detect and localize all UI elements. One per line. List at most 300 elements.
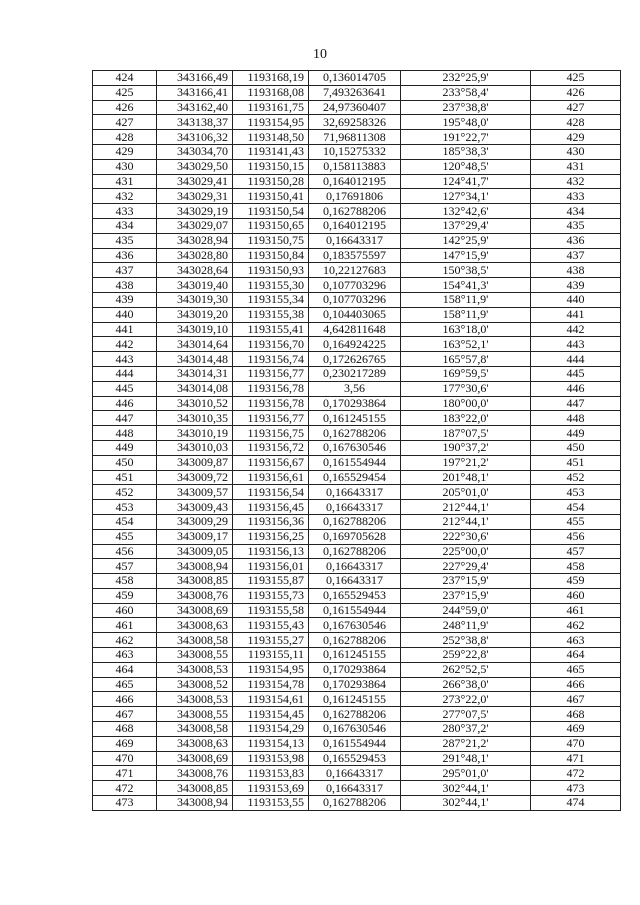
distance-cell: 24,97360407 [309, 100, 401, 115]
next-point-cell: 438 [531, 263, 621, 278]
x-coordinate-cell: 343029,19 [157, 204, 233, 219]
point-number-cell: 451 [93, 470, 157, 485]
distance-cell: 0,170293864 [309, 662, 401, 677]
distance-cell: 0,167630546 [309, 618, 401, 633]
y-coordinate-cell: 1193168,08 [233, 85, 309, 100]
x-coordinate-cell: 343009,72 [157, 470, 233, 485]
direction-angle-cell: 132°42,6' [401, 204, 531, 219]
distance-cell: 10,22127683 [309, 263, 401, 278]
distance-cell: 0,16643317 [309, 766, 401, 781]
distance-cell: 10,15275332 [309, 144, 401, 159]
x-coordinate-cell: 343008,94 [157, 796, 233, 811]
next-point-cell: 431 [531, 159, 621, 174]
next-point-cell: 442 [531, 322, 621, 337]
x-coordinate-cell: 343019,30 [157, 292, 233, 307]
direction-angle-cell: 163°52,1' [401, 337, 531, 352]
x-coordinate-cell: 343014,31 [157, 366, 233, 381]
distance-cell: 0,104403065 [309, 307, 401, 322]
table-row [93, 396, 621, 411]
distance-cell: 0,183575597 [309, 248, 401, 263]
next-point-cell: 473 [531, 781, 621, 796]
x-coordinate-cell: 343014,48 [157, 352, 233, 367]
x-coordinate-cell: 343029,41 [157, 174, 233, 189]
direction-angle-cell: 201°48,1' [401, 470, 531, 485]
x-coordinate-cell: 343008,76 [157, 588, 233, 603]
direction-angle-cell: 142°25,9' [401, 233, 531, 248]
point-number-cell: 471 [93, 766, 157, 781]
direction-angle-cell: 183°22,0' [401, 411, 531, 426]
x-coordinate-cell: 343008,85 [157, 574, 233, 589]
y-coordinate-cell: 1193154,29 [233, 722, 309, 737]
next-point-cell: 461 [531, 603, 621, 618]
x-coordinate-cell: 343009,29 [157, 514, 233, 529]
y-coordinate-cell: 1193156,67 [233, 455, 309, 470]
direction-angle-cell: 262°52,5' [401, 662, 531, 677]
table-row [93, 633, 621, 648]
point-number-cell: 458 [93, 574, 157, 589]
y-coordinate-cell: 1193155,38 [233, 307, 309, 322]
distance-cell: 0,16643317 [309, 485, 401, 500]
y-coordinate-cell: 1193154,13 [233, 736, 309, 751]
next-point-cell: 446 [531, 381, 621, 396]
direction-angle-cell: 205°01,0' [401, 485, 531, 500]
point-number-cell: 437 [93, 263, 157, 278]
point-number-cell: 460 [93, 603, 157, 618]
table-row [93, 707, 621, 722]
table-row [93, 85, 621, 100]
x-coordinate-cell: 343008,55 [157, 648, 233, 663]
point-number-cell: 469 [93, 736, 157, 751]
point-number-cell: 434 [93, 218, 157, 233]
y-coordinate-cell: 1193150,93 [233, 263, 309, 278]
next-point-cell: 470 [531, 736, 621, 751]
next-point-cell: 460 [531, 588, 621, 603]
point-number-cell: 427 [93, 115, 157, 130]
point-number-cell: 465 [93, 677, 157, 692]
distance-cell: 0,16643317 [309, 574, 401, 589]
next-point-cell: 437 [531, 248, 621, 263]
table-row [93, 263, 621, 278]
x-coordinate-cell: 343010,35 [157, 411, 233, 426]
x-coordinate-cell: 343029,50 [157, 159, 233, 174]
point-number-cell: 445 [93, 381, 157, 396]
distance-cell: 0,16643317 [309, 559, 401, 574]
distance-cell: 0,230217289 [309, 366, 401, 381]
point-number-cell: 424 [93, 71, 157, 86]
table-row [93, 100, 621, 115]
y-coordinate-cell: 1193153,98 [233, 751, 309, 766]
direction-angle-cell: 169°59,5' [401, 366, 531, 381]
next-point-cell: 457 [531, 544, 621, 559]
point-number-cell: 464 [93, 662, 157, 677]
direction-angle-cell: 232°25,9' [401, 71, 531, 86]
y-coordinate-cell: 1193155,87 [233, 574, 309, 589]
direction-angle-cell: 147°15,9' [401, 248, 531, 263]
distance-cell: 7,493263641 [309, 85, 401, 100]
x-coordinate-cell: 343008,63 [157, 618, 233, 633]
distance-cell: 0,164924225 [309, 337, 401, 352]
next-point-cell: 471 [531, 751, 621, 766]
next-point-cell: 440 [531, 292, 621, 307]
distance-cell: 4,642811648 [309, 322, 401, 337]
coordinates-table-body [93, 71, 621, 811]
distance-cell: 0,162788206 [309, 544, 401, 559]
next-point-cell: 463 [531, 633, 621, 648]
point-number-cell: 447 [93, 411, 157, 426]
direction-angle-cell: 237°15,9' [401, 588, 531, 603]
direction-angle-cell: 190°37,2' [401, 440, 531, 455]
y-coordinate-cell: 1193155,41 [233, 322, 309, 337]
direction-angle-cell: 137°29,4' [401, 218, 531, 233]
direction-angle-cell: 302°44,1' [401, 796, 531, 811]
distance-cell: 0,167630546 [309, 722, 401, 737]
next-point-cell: 425 [531, 71, 621, 86]
table-row [93, 366, 621, 381]
x-coordinate-cell: 343009,17 [157, 529, 233, 544]
y-coordinate-cell: 1193154,78 [233, 677, 309, 692]
point-number-cell: 425 [93, 85, 157, 100]
distance-cell: 0,162788206 [309, 514, 401, 529]
direction-angle-cell: 225°00,0' [401, 544, 531, 559]
page-number: 10 [313, 47, 327, 62]
x-coordinate-cell: 343008,63 [157, 736, 233, 751]
direction-angle-cell: 124°41,7' [401, 174, 531, 189]
y-coordinate-cell: 1193155,58 [233, 603, 309, 618]
x-coordinate-cell: 343009,43 [157, 500, 233, 515]
direction-angle-cell: 252°38,8' [401, 633, 531, 648]
y-coordinate-cell: 1193156,70 [233, 337, 309, 352]
direction-angle-cell: 165°57,8' [401, 352, 531, 367]
y-coordinate-cell: 1193154,61 [233, 692, 309, 707]
table-row [93, 352, 621, 367]
next-point-cell: 450 [531, 440, 621, 455]
y-coordinate-cell: 1193155,34 [233, 292, 309, 307]
x-coordinate-cell: 343029,07 [157, 218, 233, 233]
table-row [93, 766, 621, 781]
point-number-cell: 436 [93, 248, 157, 263]
direction-angle-cell: 280°37,2' [401, 722, 531, 737]
direction-angle-cell: 248°11,9' [401, 618, 531, 633]
x-coordinate-cell: 343008,94 [157, 559, 233, 574]
direction-angle-cell: 237°38,8' [401, 100, 531, 115]
point-number-cell: 429 [93, 144, 157, 159]
direction-angle-cell: 197°21,2' [401, 455, 531, 470]
x-coordinate-cell: 343008,53 [157, 692, 233, 707]
y-coordinate-cell: 1193150,54 [233, 204, 309, 219]
table-row [93, 514, 621, 529]
table-row [93, 736, 621, 751]
direction-angle-cell: 287°21,2' [401, 736, 531, 751]
next-point-cell: 466 [531, 677, 621, 692]
distance-cell: 0,17691806 [309, 189, 401, 204]
y-coordinate-cell: 1193150,75 [233, 233, 309, 248]
point-number-cell: 453 [93, 500, 157, 515]
table-row [93, 722, 621, 737]
next-point-cell: 474 [531, 796, 621, 811]
direction-angle-cell: 266°38,0' [401, 677, 531, 692]
x-coordinate-cell: 343008,58 [157, 722, 233, 737]
distance-cell: 0,161245155 [309, 411, 401, 426]
x-coordinate-cell: 343008,69 [157, 751, 233, 766]
distance-cell: 0,162788206 [309, 633, 401, 648]
direction-angle-cell: 259°22,8' [401, 648, 531, 663]
table-row [93, 662, 621, 677]
distance-cell: 0,167630546 [309, 440, 401, 455]
distance-cell: 32,69258326 [309, 115, 401, 130]
table-row [93, 411, 621, 426]
distance-cell: 0,165529454 [309, 470, 401, 485]
distance-cell: 0,164012195 [309, 174, 401, 189]
y-coordinate-cell: 1193154,95 [233, 662, 309, 677]
direction-angle-cell: 177°30,6' [401, 381, 531, 396]
distance-cell: 0,16643317 [309, 781, 401, 796]
distance-cell: 0,162788206 [309, 707, 401, 722]
next-point-cell: 427 [531, 100, 621, 115]
x-coordinate-cell: 343019,40 [157, 278, 233, 293]
next-point-cell: 426 [531, 85, 621, 100]
point-number-cell: 428 [93, 130, 157, 145]
next-point-cell: 468 [531, 707, 621, 722]
table-row [93, 292, 621, 307]
x-coordinate-cell: 343014,08 [157, 381, 233, 396]
direction-angle-cell: 195°48,0' [401, 115, 531, 130]
y-coordinate-cell: 1193156,74 [233, 352, 309, 367]
next-point-cell: 453 [531, 485, 621, 500]
next-point-cell: 436 [531, 233, 621, 248]
distance-cell: 0,165529453 [309, 588, 401, 603]
point-number-cell: 440 [93, 307, 157, 322]
table-row [93, 71, 621, 86]
direction-angle-cell: 127°34,1' [401, 189, 531, 204]
next-point-cell: 429 [531, 130, 621, 145]
next-point-cell: 458 [531, 559, 621, 574]
table-row [93, 440, 621, 455]
direction-angle-cell: 222°30,6' [401, 529, 531, 544]
table-row [93, 455, 621, 470]
y-coordinate-cell: 1193156,72 [233, 440, 309, 455]
direction-angle-cell: 244°59,0' [401, 603, 531, 618]
table-row [93, 278, 621, 293]
next-point-cell: 459 [531, 574, 621, 589]
x-coordinate-cell: 343009,57 [157, 485, 233, 500]
next-point-cell: 454 [531, 500, 621, 515]
next-point-cell: 430 [531, 144, 621, 159]
y-coordinate-cell: 1193150,65 [233, 218, 309, 233]
table-row [93, 307, 621, 322]
distance-cell: 0,172626765 [309, 352, 401, 367]
x-coordinate-cell: 343034,70 [157, 144, 233, 159]
next-point-cell: 455 [531, 514, 621, 529]
direction-angle-cell: 180°00,0' [401, 396, 531, 411]
point-number-cell: 461 [93, 618, 157, 633]
y-coordinate-cell: 1193156,77 [233, 411, 309, 426]
next-point-cell: 443 [531, 337, 621, 352]
x-coordinate-cell: 343106,32 [157, 130, 233, 145]
table-row [93, 159, 621, 174]
point-number-cell: 468 [93, 722, 157, 737]
next-point-cell: 472 [531, 766, 621, 781]
point-number-cell: 459 [93, 588, 157, 603]
distance-cell: 0,107703296 [309, 278, 401, 293]
table-row [93, 189, 621, 204]
table-row [93, 588, 621, 603]
point-number-cell: 463 [93, 648, 157, 663]
point-number-cell: 432 [93, 189, 157, 204]
y-coordinate-cell: 1193156,13 [233, 544, 309, 559]
distance-cell: 0,169705628 [309, 529, 401, 544]
y-coordinate-cell: 1193153,55 [233, 796, 309, 811]
point-number-cell: 448 [93, 426, 157, 441]
next-point-cell: 469 [531, 722, 621, 737]
next-point-cell: 448 [531, 411, 621, 426]
distance-cell: 0,136014705 [309, 71, 401, 86]
next-point-cell: 462 [531, 618, 621, 633]
next-point-cell: 464 [531, 648, 621, 663]
y-coordinate-cell: 1193156,77 [233, 366, 309, 381]
table-row [93, 248, 621, 263]
x-coordinate-cell: 343008,55 [157, 707, 233, 722]
y-coordinate-cell: 1193154,95 [233, 115, 309, 130]
direction-angle-cell: 191°22,7' [401, 130, 531, 145]
table-row [93, 559, 621, 574]
distance-cell: 0,16643317 [309, 233, 401, 248]
direction-angle-cell: 158°11,9' [401, 307, 531, 322]
y-coordinate-cell: 1193156,54 [233, 485, 309, 500]
table-row [93, 130, 621, 145]
table-row [93, 426, 621, 441]
next-point-cell: 456 [531, 529, 621, 544]
distance-cell: 0,16643317 [309, 500, 401, 515]
point-number-cell: 470 [93, 751, 157, 766]
next-point-cell: 447 [531, 396, 621, 411]
distance-cell: 0,158113883 [309, 159, 401, 174]
y-coordinate-cell: 1193156,36 [233, 514, 309, 529]
table-row [93, 174, 621, 189]
y-coordinate-cell: 1193156,25 [233, 529, 309, 544]
table-row [93, 603, 621, 618]
point-number-cell: 472 [93, 781, 157, 796]
direction-angle-cell: 277°07,5' [401, 707, 531, 722]
y-coordinate-cell: 1193155,73 [233, 588, 309, 603]
x-coordinate-cell: 343008,85 [157, 781, 233, 796]
y-coordinate-cell: 1193156,78 [233, 396, 309, 411]
point-number-cell: 438 [93, 278, 157, 293]
distance-cell: 3,56 [309, 381, 401, 396]
direction-angle-cell: 120°48,5' [401, 159, 531, 174]
y-coordinate-cell: 1193155,11 [233, 648, 309, 663]
y-coordinate-cell: 1193153,69 [233, 781, 309, 796]
table-row [93, 648, 621, 663]
y-coordinate-cell: 1193148,50 [233, 130, 309, 145]
y-coordinate-cell: 1193156,78 [233, 381, 309, 396]
direction-angle-cell: 273°22,0' [401, 692, 531, 707]
y-coordinate-cell: 1193153,83 [233, 766, 309, 781]
direction-angle-cell: 154°41,3' [401, 278, 531, 293]
table-row [93, 618, 621, 633]
next-point-cell: 465 [531, 662, 621, 677]
table-row [93, 204, 621, 219]
y-coordinate-cell: 1193156,61 [233, 470, 309, 485]
x-coordinate-cell: 343008,53 [157, 662, 233, 677]
point-number-cell: 455 [93, 529, 157, 544]
direction-angle-cell: 212°44,1' [401, 500, 531, 515]
table-row [93, 751, 621, 766]
distance-cell: 0,162788206 [309, 796, 401, 811]
table-row [93, 500, 621, 515]
x-coordinate-cell: 343166,49 [157, 71, 233, 86]
x-coordinate-cell: 343162,40 [157, 100, 233, 115]
direction-angle-cell: 150°38,5' [401, 263, 531, 278]
next-point-cell: 433 [531, 189, 621, 204]
direction-angle-cell: 302°44,1' [401, 781, 531, 796]
point-number-cell: 426 [93, 100, 157, 115]
next-point-cell: 432 [531, 174, 621, 189]
y-coordinate-cell: 1193161,75 [233, 100, 309, 115]
x-coordinate-cell: 343029,31 [157, 189, 233, 204]
table-row [93, 144, 621, 159]
table-row [93, 677, 621, 692]
x-coordinate-cell: 343019,20 [157, 307, 233, 322]
point-number-cell: 442 [93, 337, 157, 352]
next-point-cell: 439 [531, 278, 621, 293]
y-coordinate-cell: 1193156,01 [233, 559, 309, 574]
direction-angle-cell: 187°07,5' [401, 426, 531, 441]
x-coordinate-cell: 343138,37 [157, 115, 233, 130]
point-number-cell: 446 [93, 396, 157, 411]
x-coordinate-cell: 343028,80 [157, 248, 233, 263]
table-row [93, 233, 621, 248]
next-point-cell: 467 [531, 692, 621, 707]
x-coordinate-cell: 343014,64 [157, 337, 233, 352]
x-coordinate-cell: 343028,94 [157, 233, 233, 248]
point-number-cell: 450 [93, 455, 157, 470]
y-coordinate-cell: 1193150,15 [233, 159, 309, 174]
distance-cell: 0,165529453 [309, 751, 401, 766]
point-number-cell: 467 [93, 707, 157, 722]
point-number-cell: 439 [93, 292, 157, 307]
point-number-cell: 430 [93, 159, 157, 174]
x-coordinate-cell: 343008,52 [157, 677, 233, 692]
x-coordinate-cell: 343010,03 [157, 440, 233, 455]
x-coordinate-cell: 343010,52 [157, 396, 233, 411]
table-row [93, 470, 621, 485]
next-point-cell: 451 [531, 455, 621, 470]
table-row [93, 381, 621, 396]
x-coordinate-cell: 343009,87 [157, 455, 233, 470]
y-coordinate-cell: 1193155,30 [233, 278, 309, 293]
distance-cell: 71,96811308 [309, 130, 401, 145]
next-point-cell: 428 [531, 115, 621, 130]
point-number-cell: 454 [93, 514, 157, 529]
point-number-cell: 449 [93, 440, 157, 455]
distance-cell: 0,161554944 [309, 455, 401, 470]
coordinates-table [92, 70, 621, 811]
y-coordinate-cell: 1193141,43 [233, 144, 309, 159]
y-coordinate-cell: 1193155,43 [233, 618, 309, 633]
table-row [93, 529, 621, 544]
next-point-cell: 444 [531, 352, 621, 367]
x-coordinate-cell: 343009,05 [157, 544, 233, 559]
distance-cell: 0,161245155 [309, 692, 401, 707]
distance-cell: 0,161245155 [309, 648, 401, 663]
table-row [93, 485, 621, 500]
next-point-cell: 452 [531, 470, 621, 485]
x-coordinate-cell: 343166,41 [157, 85, 233, 100]
distance-cell: 0,170293864 [309, 677, 401, 692]
point-number-cell: 462 [93, 633, 157, 648]
point-number-cell: 457 [93, 559, 157, 574]
y-coordinate-cell: 1193156,45 [233, 500, 309, 515]
